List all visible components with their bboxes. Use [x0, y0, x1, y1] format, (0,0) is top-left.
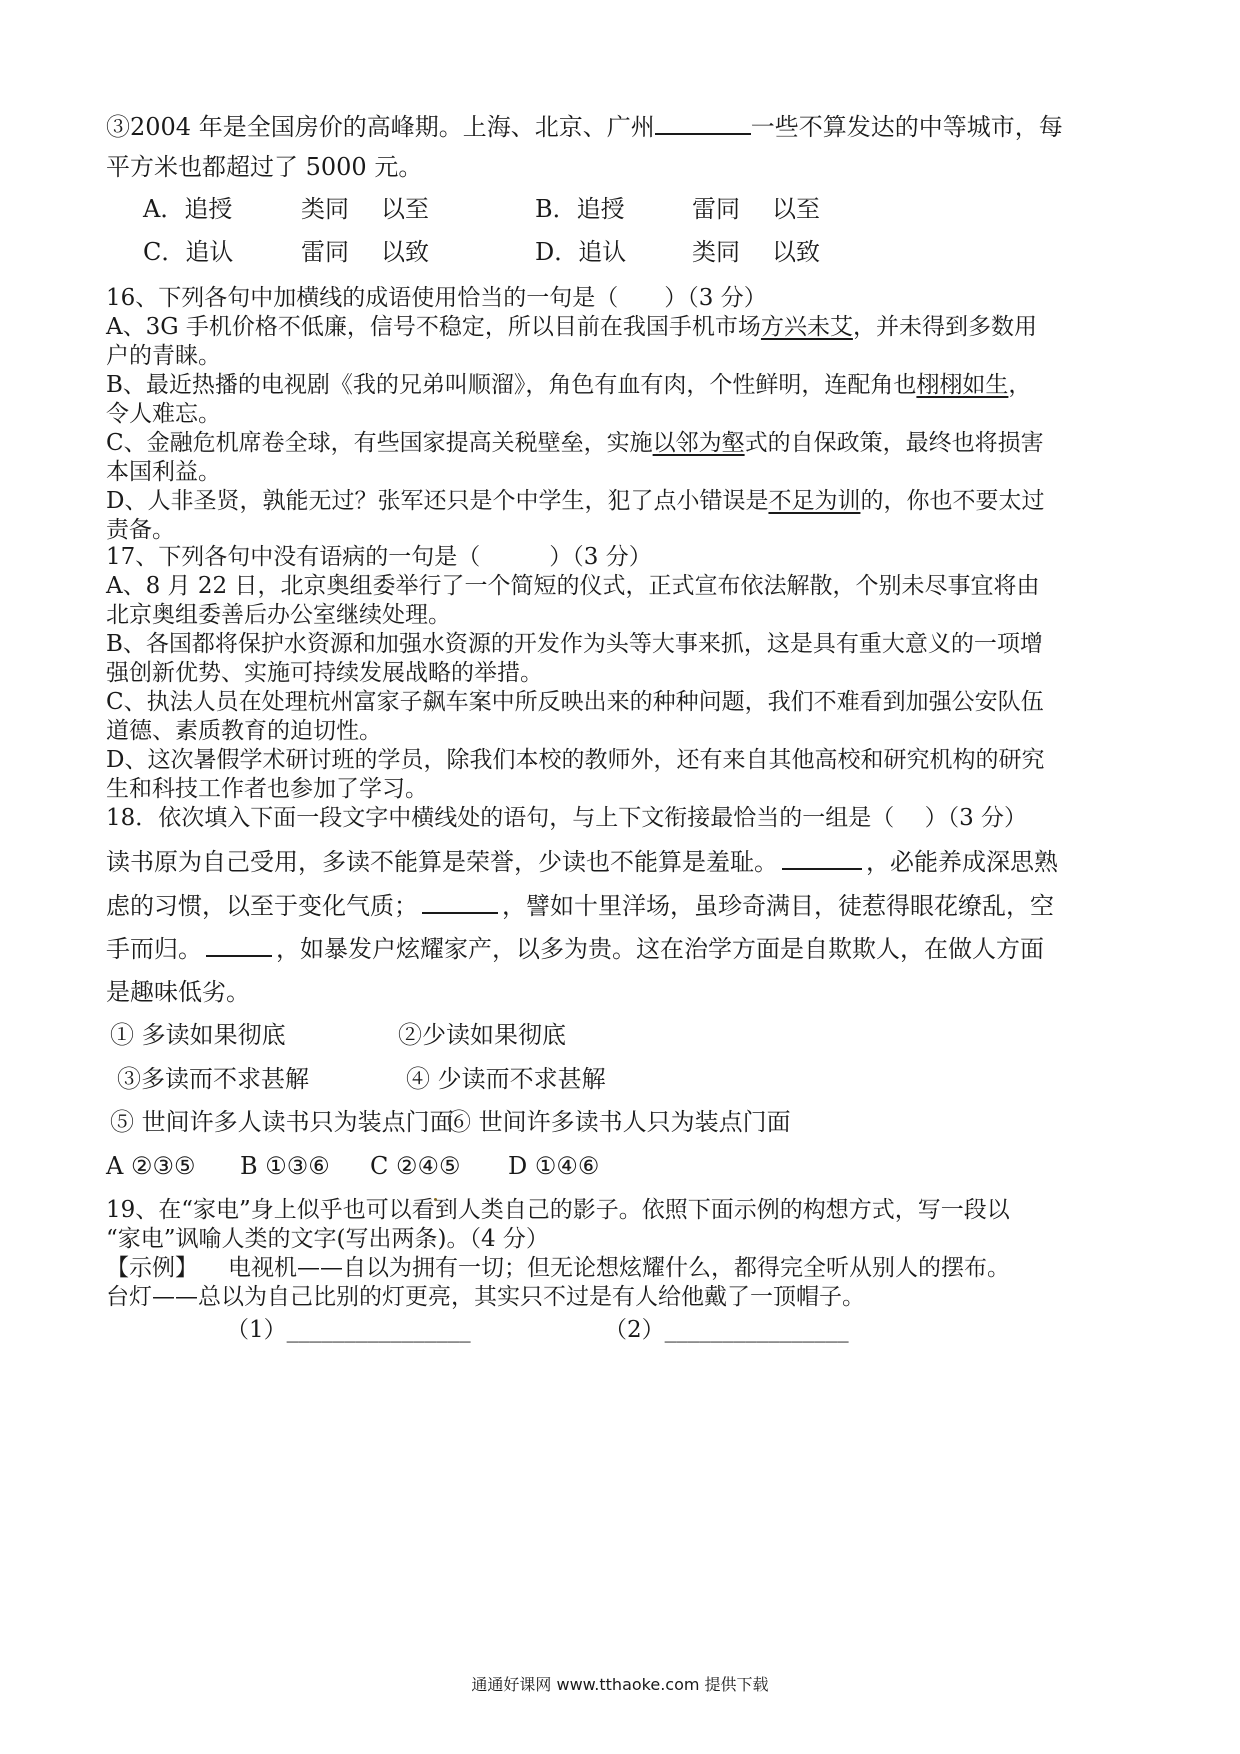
q15-option-b-1: B．追授 [535, 195, 625, 223]
q18-passage-line4: 是趣味低劣。 [106, 978, 250, 1006]
page-footer: 通通好课网 www.tthaoke.com 提供下载 [471, 1675, 769, 1694]
q18-choice-3: ③多读而不求甚解 [117, 1065, 309, 1093]
q17-option-c-line2: 道德、素质教育的迫切性。 [106, 718, 382, 744]
q19-example-line1 [106, 1253, 1010, 1283]
q16-c-idiom: 以邻为壑 [652, 430, 745, 456]
q18-passage-line2 [106, 890, 1054, 921]
q18-passage-text-post: ，譬如十里洋场，虽珍奇满目，徒惹得眼花缭乱，空 [502, 892, 1054, 920]
q16-option-b-line2: 令人难忘。 [106, 401, 221, 427]
q17-option-d-line2: 生和科技工作者也参加了学习。 [106, 776, 428, 802]
q18-passage-line3 [106, 933, 1044, 964]
q16-option-a-line1 [106, 312, 1037, 342]
q16-option-b-line1 [106, 370, 1031, 400]
q15-option-c-1: C．追认 [143, 238, 234, 266]
q18-answer-b: B ①③⑥ [240, 1152, 330, 1180]
q17-option-b-line2: 强创新优势、实施可持续发展战略的举措。 [106, 660, 543, 686]
q16-option-c-line2: 本国利益。 [106, 459, 221, 485]
q18-choice-5: ⑤ 世间许多人读书只为装点门面 [110, 1108, 454, 1136]
q15-item3-line1 [106, 111, 1063, 142]
q18-passage-text: 虑的习惯，以至于变化气质； [106, 892, 418, 920]
q16-d-idiom: 不足为训 [768, 488, 861, 514]
q18-stem: 18．依次填入下面一段文字中横线处的语句，与上下文衔接最恰当的一组是（ ）（3 分） [106, 805, 1028, 831]
q17-stem: 17、下列各句中没有语病的一句是（ ）（3 分） [106, 544, 652, 570]
q15-option-d-1: D．追认 [535, 238, 627, 266]
fill-blank [422, 890, 498, 914]
q18-passage-text-post: ，如暴发户炫耀家产，以多为贵。这在治学方面是自欺欺人，在做人方面 [276, 935, 1044, 963]
q17-option-a-line1: A、8 月 22 日，北京奥组委举行了一个简短的仪式，正式宣布依法解散，个别未尽事宜将由 [106, 573, 1040, 599]
fill-blank [655, 111, 751, 135]
q18-passage-text: 读书原为自己受用，多读不能算是荣誉，少读也不能算是羞耻。 [106, 848, 778, 876]
q15-option-d-2: 类同 [692, 238, 740, 266]
q15-option-c-3: 以致 [381, 238, 429, 266]
q15-option-a-2: 类同 [301, 195, 349, 223]
q18-answer-a: A ②③⑤ [106, 1152, 196, 1180]
q16-d-text-post: 的，你也不要太过 [860, 488, 1045, 514]
fill-blank [206, 933, 272, 957]
q18-choice-2: ②少读如果彻底 [398, 1021, 566, 1049]
q15-option-a-3: 以至 [381, 195, 429, 223]
q19-example-line2: 台灯——总以为自己比别的灯更亮，其实只不过是有人给他戴了一顶帽子。 [106, 1284, 865, 1310]
q17-option-a-line2: 北京奥组委善后办公室继续处理。 [106, 602, 451, 628]
q15-item3-line2: 平方米也都超过了 5000 元。 [106, 153, 423, 181]
q16-d-text: D、人非圣贤，孰能无过？张军还只是个中学生，犯了点小错误是 [106, 488, 769, 514]
q18-passage-line1 [106, 846, 1058, 877]
fill-blank [782, 846, 862, 870]
q15-option-a-1: A．追授 [143, 195, 233, 223]
q19-answer-2: （2）________________ [604, 1317, 849, 1343]
q16-a-text: A、3G 手机价格不低廉，信号不稳定，所以目前在我国手机市场 [106, 314, 761, 340]
q19-answer-1: （1）________________ [226, 1317, 471, 1343]
q15-item3-text-post: 一些不算发达的中等城市，每 [750, 113, 1063, 141]
q16-c-text: C、金融危机席卷全球，有些国家提高关税壁垒，实施 [106, 430, 653, 456]
q16-b-idiom: 栩栩如生 [916, 372, 1009, 398]
q15-item3-text: ③2004 年是全国房价的高峰期。上海、北京、广州 [106, 113, 655, 141]
q16-b-text: B、最近热播的电视剧《我的兄弟叫顺溜》，角色有血有肉，个性鲜明，连配角也 [106, 372, 917, 398]
q16-b-text-post: ， [1008, 372, 1032, 398]
q18-choice-6: ⑥ 世间许多读书人只为装点门面 [447, 1108, 791, 1136]
q16-option-d-line2: 责备。 [106, 517, 175, 543]
q17-option-b-line1: B、各国都将保护水资源和加强水资源的开发作为头等大事来抓，这是具有重大意义的一项增 [106, 631, 1043, 657]
q18-passage-text: 手而归。 [106, 935, 202, 963]
q18-choice-4: ④ 少读而不求甚解 [406, 1065, 606, 1093]
q17-option-c-line1: C、执法人员在处理杭州富家子飙车案中所反映出来的种种问题，我们不难看到加强公安队伍 [106, 689, 1044, 715]
q18-answer-c: C ②④⑤ [370, 1152, 461, 1180]
q16-option-d-line1 [106, 486, 1044, 516]
q19-stem-line1: 19、在“家电”身上似乎也可以看到人类自己的影子。依照下面示例的构想方式，写一段以 [106, 1197, 1010, 1223]
q16-a-idiom: 方兴未艾 [760, 314, 853, 340]
example-label: 【示例】 [106, 1255, 198, 1281]
q16-c-text-post: 式的自保政策，最终也将损害 [744, 430, 1044, 456]
q15-option-d-3: 以致 [772, 238, 820, 266]
q15-option-b-2: 雷同 [692, 195, 740, 223]
q18-passage-text-post: ，必能养成深思熟 [866, 848, 1058, 876]
q16-option-c-line1 [106, 428, 1044, 458]
q18-choice-1: ① 多读如果彻底 [110, 1021, 286, 1049]
q19-stem-line2: “家电”讽喻人类的文字(写出两条)。（4 分） [106, 1226, 549, 1252]
q16-stem: 16、下列各句中加横线的成语使用恰当的一句是（ ）（3 分） [106, 285, 767, 311]
q16-a-text-post: ，并未得到多数用 [852, 314, 1037, 340]
q17-option-d-line1: D、这次暑假学术研讨班的学员，除我们本校的教师外，还有来自其他高校和研究机构的研究 [106, 747, 1045, 773]
q15-option-b-3: 以至 [772, 195, 820, 223]
q15-option-c-2: 雷同 [301, 238, 349, 266]
q16-option-a-line2: 户的青睐。 [106, 343, 221, 369]
q18-answer-d: D ①④⑥ [508, 1152, 600, 1180]
example-text: 电视机——自以为拥有一切；但无论想炫耀什么，都得完全听从别人的摆布。 [228, 1255, 1010, 1281]
